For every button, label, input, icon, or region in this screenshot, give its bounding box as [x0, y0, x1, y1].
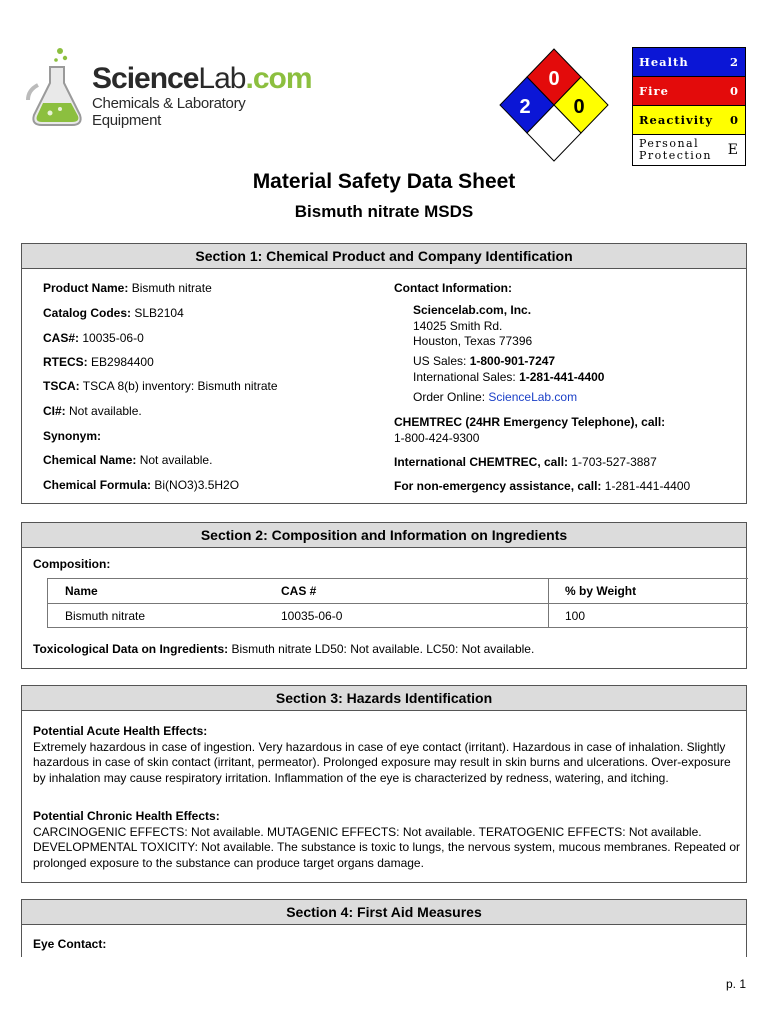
sciencelab-logo: [20, 45, 312, 135]
nfpa-health-value: 2: [519, 96, 531, 118]
nfpa-reactivity-value: 0: [573, 96, 585, 118]
column-header-weight: % by Weight: [565, 584, 637, 598]
composition-table: [47, 578, 748, 628]
cell-name: Bismuth nitrate: [65, 609, 146, 623]
address-line-1: 14025 Smith Rd.: [413, 319, 503, 333]
acute-effects: [33, 724, 743, 786]
hmis-health-label: Health: [639, 55, 689, 69]
synonym-field: Synonym:: [43, 429, 102, 443]
section-2: [21, 522, 747, 669]
intl-chemtrec-field: International CHEMTREC, call: 1-703-527-3887: [394, 455, 657, 469]
chemical-name-field: Chemical Name: Not available.: [43, 453, 213, 467]
hmis-protection-row: [633, 135, 745, 165]
composition-label: Composition:: [33, 557, 111, 571]
page-number: p. 1: [725, 977, 746, 991]
catalog-codes-field: Catalog Codes: SLB2104: [43, 306, 184, 320]
cell-cas: 10035-06-0: [261, 604, 549, 627]
hmis-fire-value: 0: [729, 84, 739, 98]
nfpa-diamond: [498, 47, 610, 165]
eye-contact-label: Eye Contact:: [33, 937, 107, 951]
section-1-header: Section 1: Chemical Product and Company Identification: [22, 244, 746, 269]
section-4-header: Section 4: First Aid Measures: [22, 900, 746, 925]
ci-field: CI#: Not available.: [43, 404, 142, 418]
logo-tagline: Chemicals & Laboratory Equipment: [92, 95, 246, 129]
hmis-health-value: 2: [729, 55, 739, 69]
hmis-protection-label: Personal Protection: [639, 137, 713, 162]
chronic-effects-text: CARCINOGENIC EFFECTS: Not available. MUTAGENIC EFFECTS: Not available. TERATOGENIC EFFECTS: Not available. DEVELOPMENTAL TOXICITY: Not available. The substance is toxic to lungs, the nervous system, mucous membranes. Repeated or prolonged exposure to the substance can produce target organs damage.: [33, 824, 740, 870]
toxicological-data: Toxicological Data on Ingredients: Bismuth nitrate LD50: Not available. LC50: Not available.: [33, 642, 535, 656]
hmis-fire-label: Fire: [639, 84, 669, 98]
us-sales-field: US Sales: 1-800-901-7247: [413, 354, 556, 368]
order-online-field: Order Online: ScienceLab.com: [413, 390, 578, 404]
acute-effects-text: Extremely hazardous in case of ingestion. Very hazardous in case of eye contact (irritant). Hazardous in case of inhalation. Slightly hazardous in case of skin contact (irritant, permeator). Prolonged exposure may result in skin burns and ulcerations. Over-exposure by inhalation may cause respiratory irritation. Inflammation of the eye is characterized by redness, watering, and itching.: [33, 739, 731, 785]
company-name: Sciencelab.com, Inc.: [413, 303, 532, 317]
hmis-protection-value: E: [727, 142, 739, 158]
product-name-field: Product Name: Bismuth nitrate: [43, 281, 212, 295]
contact-info-label: Contact Information:: [394, 281, 512, 295]
section-1: [21, 243, 747, 504]
document-title: Material Safety Data Sheet: [252, 170, 516, 193]
address-line-2: Houston, Texas 77396: [413, 334, 533, 348]
brand-tld: .com: [245, 62, 312, 95]
hmis-fire-row: [633, 77, 745, 106]
document-subtitle: Bismuth nitrate MSDS: [294, 202, 474, 221]
cell-weight: 100: [565, 609, 586, 623]
hmis-health-row: [633, 48, 745, 77]
brand-science: Science: [92, 62, 199, 95]
section-4: [21, 899, 747, 957]
non-emergency-field: For non-emergency assistance, call: 1-281-441-4400: [394, 479, 691, 493]
chemical-formula-field: Chemical Formula: Bi(NO3)3.5H2O: [43, 478, 240, 492]
chemtrec-label: CHEMTREC (24HR Emergency Telephone), call:: [394, 415, 666, 429]
acute-effects-label: Potential Acute Health Effects:: [33, 724, 208, 738]
brand-lab: Lab: [198, 62, 246, 95]
column-header-cas: CAS #: [261, 579, 549, 603]
chronic-effects-label: Potential Chronic Health Effects:: [33, 809, 220, 823]
table-row: [48, 603, 748, 627]
hmis-reactivity-row: [633, 106, 745, 135]
hmis-reactivity-value: 0: [729, 113, 739, 127]
table-header-row: [48, 579, 748, 603]
order-online-link[interactable]: ScienceLab.com: [488, 390, 578, 404]
section-2-header: Section 2: Composition and Information on Ingredients: [22, 523, 746, 548]
chronic-effects: [33, 809, 743, 871]
flask-icon: [20, 45, 90, 135]
column-header-name: Name: [65, 584, 98, 598]
nfpa-fire-value: 0: [548, 68, 560, 90]
section-3: [21, 685, 747, 883]
cas-field: CAS#: 10035-06-0: [43, 331, 144, 345]
hmis-rating-table: [632, 47, 746, 166]
rtecs-field: RTECS: EB2984400: [43, 355, 154, 369]
intl-sales-field: International Sales: 1-281-441-4400: [413, 370, 605, 384]
tsca-field: TSCA: TSCA 8(b) inventory: Bismuth nitrate: [43, 379, 278, 393]
hmis-reactivity-label: Reactivity: [639, 113, 714, 127]
section-3-header: Section 3: Hazards Identification: [22, 686, 746, 711]
chemtrec-phone: 1-800-424-9300: [394, 431, 480, 445]
